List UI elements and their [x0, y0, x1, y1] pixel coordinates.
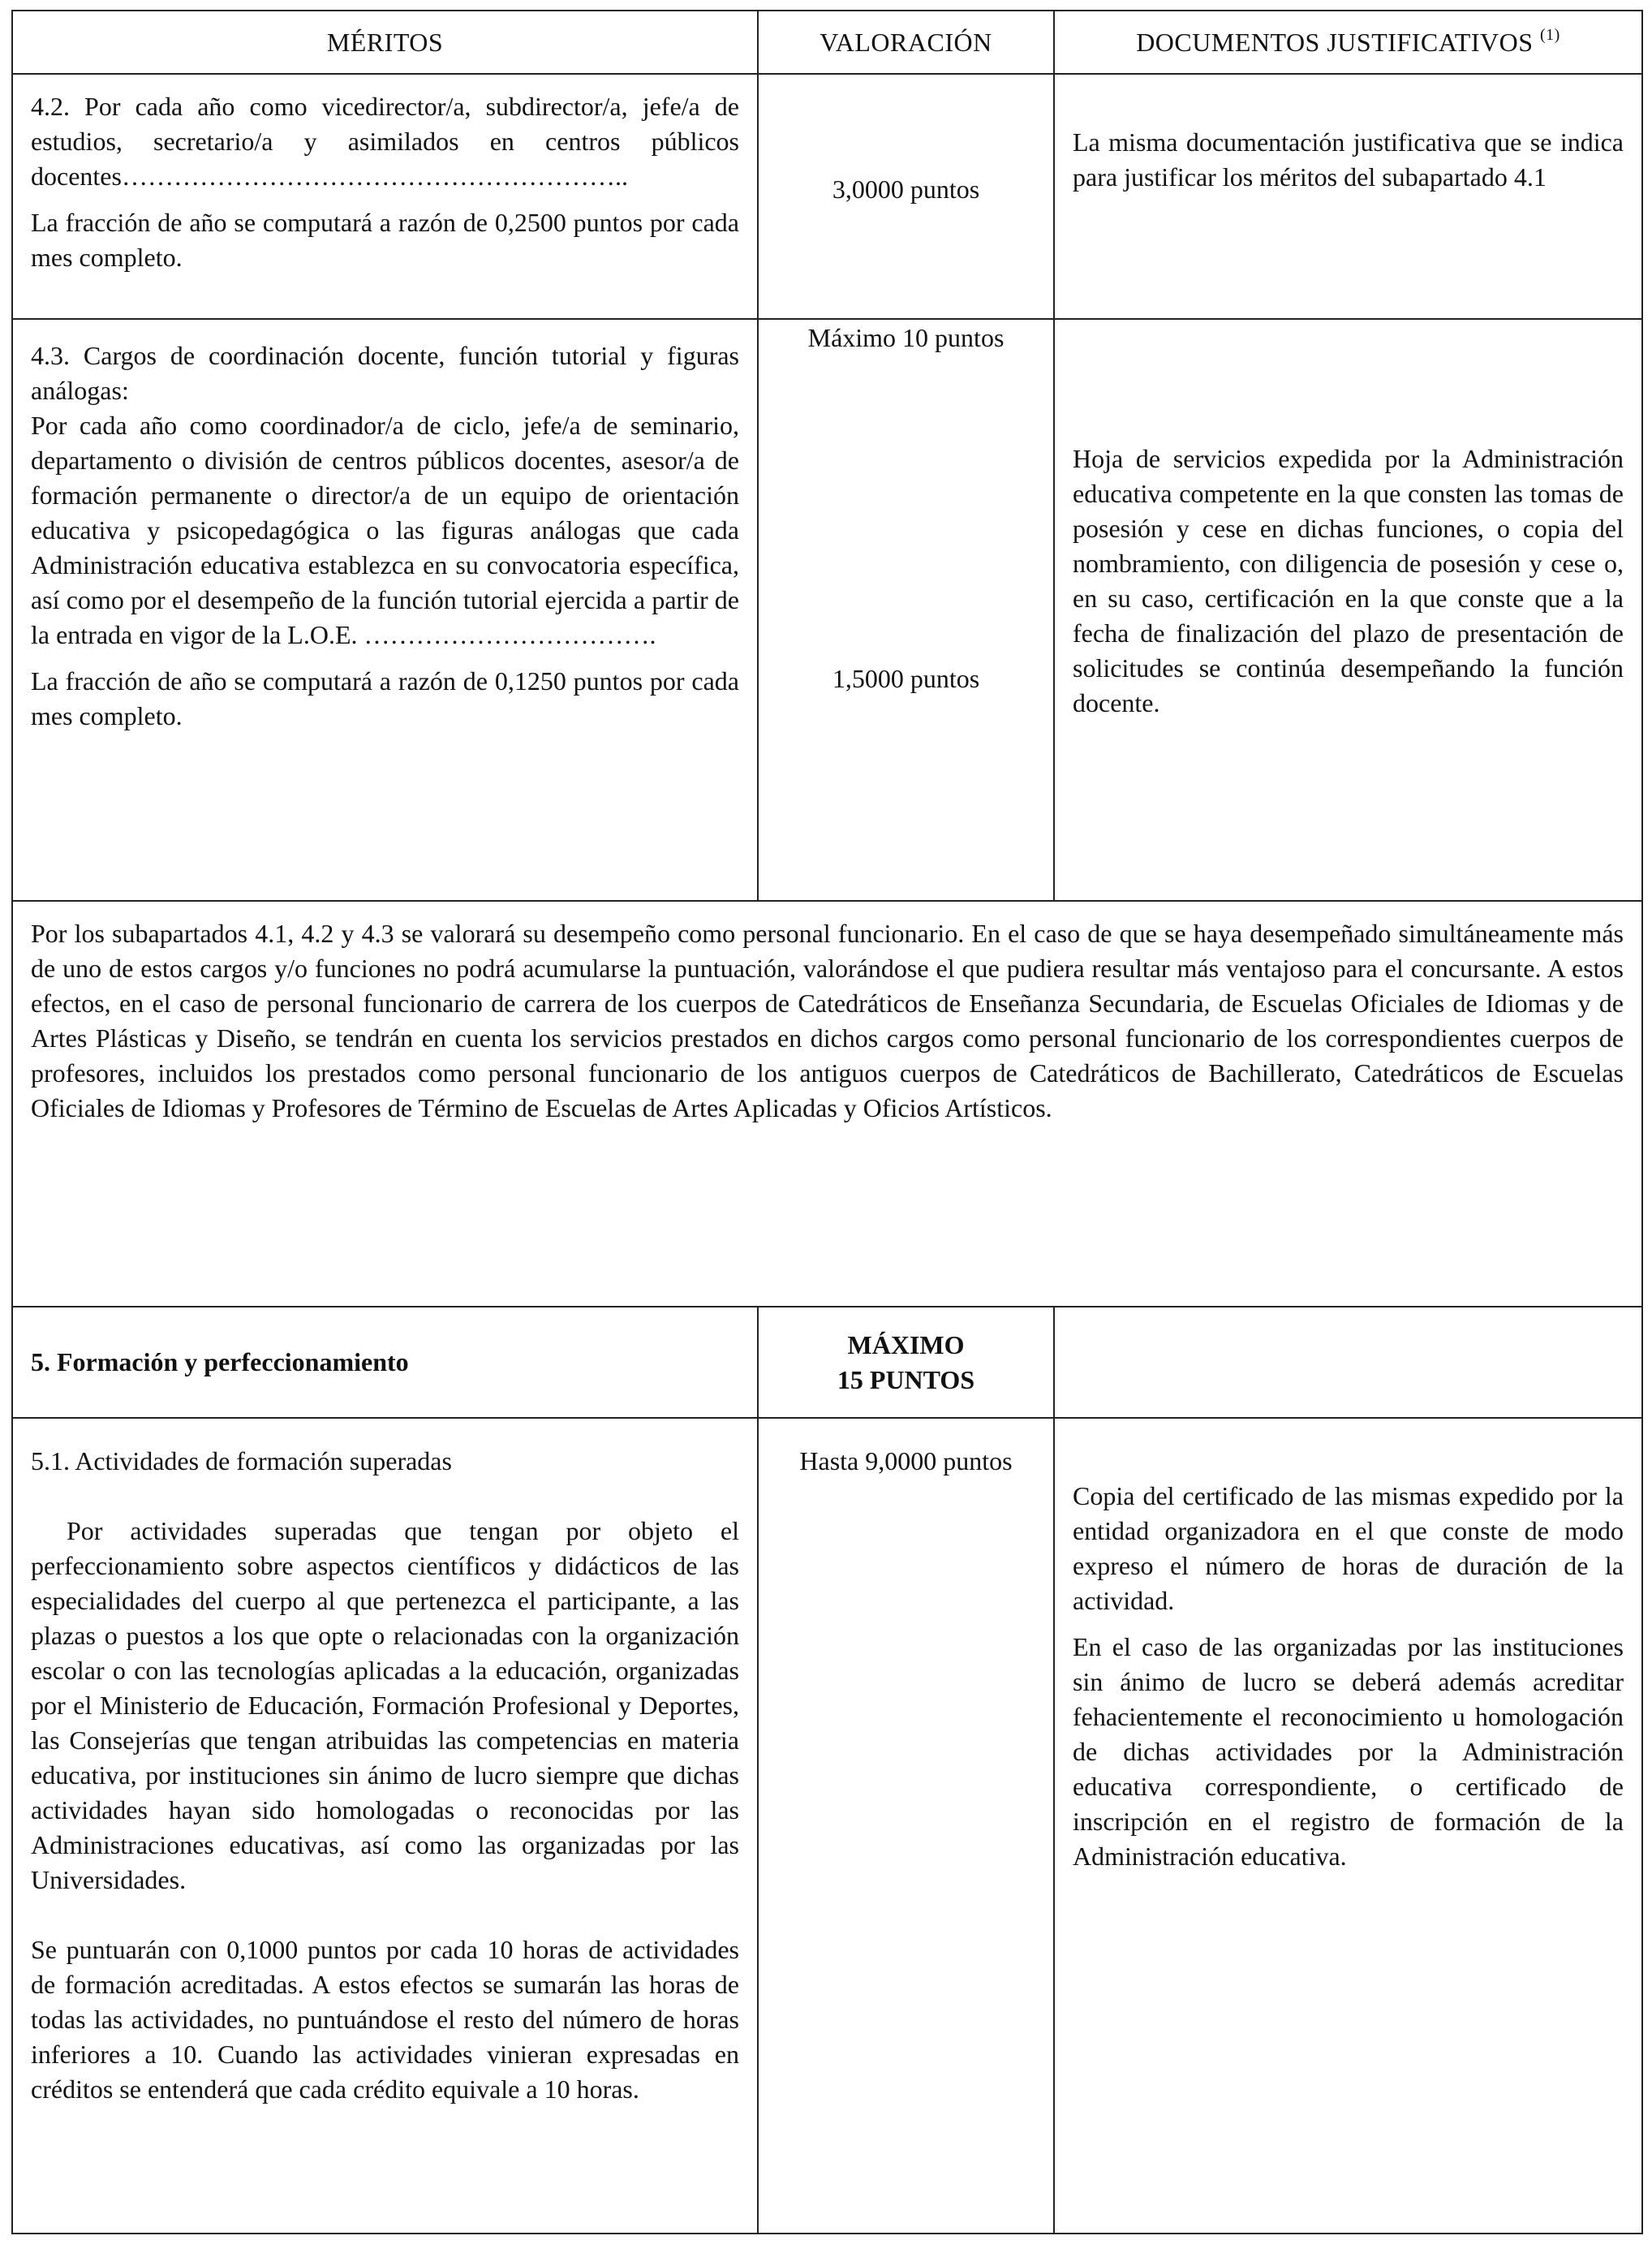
row-5-1-docs-2: En el caso de las organizadas por las instituciones sin ánimo de lucro se deberá además acreditar fehacientemente el reconocimiento u homologación de dichas actividades por la Administración educativa correspondiente, o certificado de inscripción en el registro de formación de la Administración educativa.: [1073, 1632, 1624, 1871]
merits-table: [11, 10, 1643, 2234]
section-5-max-line2: 15 PUNTOS: [837, 1364, 975, 1394]
row-4-2-documentos: [1054, 74, 1642, 319]
row-5-1-documentos: [1054, 1418, 1642, 2234]
row-4-3-valoracion: [758, 319, 1054, 901]
row-4-3-fraction: La fracción de año se computará a razón de 0,1250 puntos por cada mes completo.: [31, 666, 739, 730]
row-4-2-meritos: [12, 74, 758, 319]
row-5-1: [12, 1418, 1642, 2234]
row-5-1-docs-1: Copia del certificado de las mismas expedido por la entidad organizadora en el que conste de modo expreso el número de horas de duración de la actividad.: [1073, 1481, 1624, 1615]
row-5-1-meritos: [12, 1418, 758, 2234]
row-5-1-text: Por actividades superadas que tengan por objeto el perfeccionamiento sobre aspectos científicos y didácticos de las especialidades del cuerpo al que pertenezca el participante, a las plazas o puestos a los que opte o relacionadas con la organización escolar o con las tecnologías aplicadas a la educación, organizadas por el Ministerio de Educación, Formación Profesional y Deportes, las Consejerías que tengan atribuidas las competencias en materia educativa, por instituciones sin ánimo de lucro siempre que dichas actividades hayan sido homologadas o reconocidas por las Administraciones educativas, así como las organizadas por las Universidades.: [31, 1516, 739, 1894]
header-meritos: MÉRITOS: [12, 11, 758, 74]
row-4-2-points: 3,0000 puntos: [832, 174, 980, 204]
row-5-1-valoracion: [758, 1418, 1054, 2234]
row-4-3-title: 4.3. Cargos de coordinación docente, función tutorial y figuras análogas:: [31, 341, 739, 405]
row-4-2: [12, 74, 1642, 319]
row-4-3-max: Máximo 10 puntos: [807, 323, 1005, 352]
footnote-marker: (1): [1539, 25, 1560, 44]
note-row: [12, 901, 1642, 1307]
row-4-2-text: 4.2. Por cada año como vicedirector/a, subdirector/a, jefe/a de estudios, secretario/a y asimilados en centros públicos docentes…………………………………………………..: [31, 92, 739, 191]
row-4-3: [12, 319, 1642, 901]
section-5-row: [12, 1307, 1642, 1418]
header-row: [12, 11, 1642, 74]
row-5-1-points: Hasta 9,0000 puntos: [799, 1446, 1013, 1475]
section-5-docs-cell: [1054, 1307, 1642, 1418]
note-4-cell: [12, 901, 1642, 1307]
section-5-max-line1: MÁXIMO: [847, 1329, 965, 1359]
header-documentos: DOCUMENTOS JUSTIFICATIVOS $^{(1)}$: [1054, 11, 1642, 74]
row-4-2-docs: La misma documentación justificativa que se indica para justificar los méritos del subapartado 4.1: [1073, 127, 1624, 192]
row-4-3-text: Por cada año como coordinador/a de ciclo, jefe/a de seminario, departamento o división de centros públicos docentes, asesor/a de formación permanente o director/a de un equipo de orientación educativa y psicopedagógica o las figuras análogas que cada Administración educativa establezca en su convocatoria específica, así como por el desempeño de la función tutorial ejercida a partir de la entrada en vigor de la L.O.E. …………………………….: [31, 411, 739, 649]
header-valoracion: VALORACIÓN: [758, 11, 1054, 74]
section-5-title-cell: [12, 1307, 758, 1418]
row-5-1-scoring: Se puntuarán con 0,1000 puntos por cada 10 horas de actividades de formación acreditadas. A estos efectos se sumarán las horas de todas las actividades, no puntuándose el resto del número de horas inferiores a 10. Cuando las actividades vinieran expresadas en créditos se entenderá que cada crédito equivale a 10 horas.: [31, 1935, 739, 2104]
row-4-2-valoracion: [758, 74, 1054, 319]
row-4-3-docs: Hoja de servicios expedida por la Administración educativa competente en la que consten las tomas de posesión y cese en dichas funciones, o copia del nombramiento, con diligencia de posesión y cese o, en su caso, certificación en la que conste que a la fecha de finalización del plazo de presentación de solicitudes se continúa desempeñando la función docente.: [1073, 444, 1624, 717]
row-4-3-meritos: [12, 319, 758, 901]
note-4-text: Por los subapartados 4.1, 4.2 y 4.3 se valorará su desempeño como personal funcionario. En el caso de que se haya desempeñado simultáneamente más de uno de estos cargos y/o funciones no podrá acumularse la puntuación, valorándose el que pudiera resultar más ventajoso para el concursante. A estos efectos, en el caso de personal funcionario de carrera de los cuerpos de Catedráticos de Enseñanza Secundaria, de Escuelas Oficiales de Idiomas y de Artes Plásticas y Diseño, se tendrán en cuenta los servicios prestados en dichos cargos como personal funcionario de los correspondientes cuerpos de profesores, incluidos los prestados como personal funcionario de los antiguos cuerpos de Catedráticos de Bachillerato, Catedráticos de Escuelas Oficiales de Idiomas y Profesores de Término de Escuelas de Artes Aplicadas y Oficios Artísticos.: [31, 919, 1624, 1122]
row-4-2-fraction: La fracción de año se computará a razón de 0,2500 puntos por cada mes completo.: [31, 208, 739, 272]
row-4-3-points: 1,5000 puntos: [832, 664, 980, 693]
section-5-title: 5. Formación y perfeccionamiento: [31, 1347, 409, 1376]
section-5-max-cell: [758, 1307, 1054, 1418]
row-4-3-documentos: [1054, 319, 1642, 901]
row-5-1-title: 5.1. Actividades de formación superadas: [31, 1446, 452, 1475]
